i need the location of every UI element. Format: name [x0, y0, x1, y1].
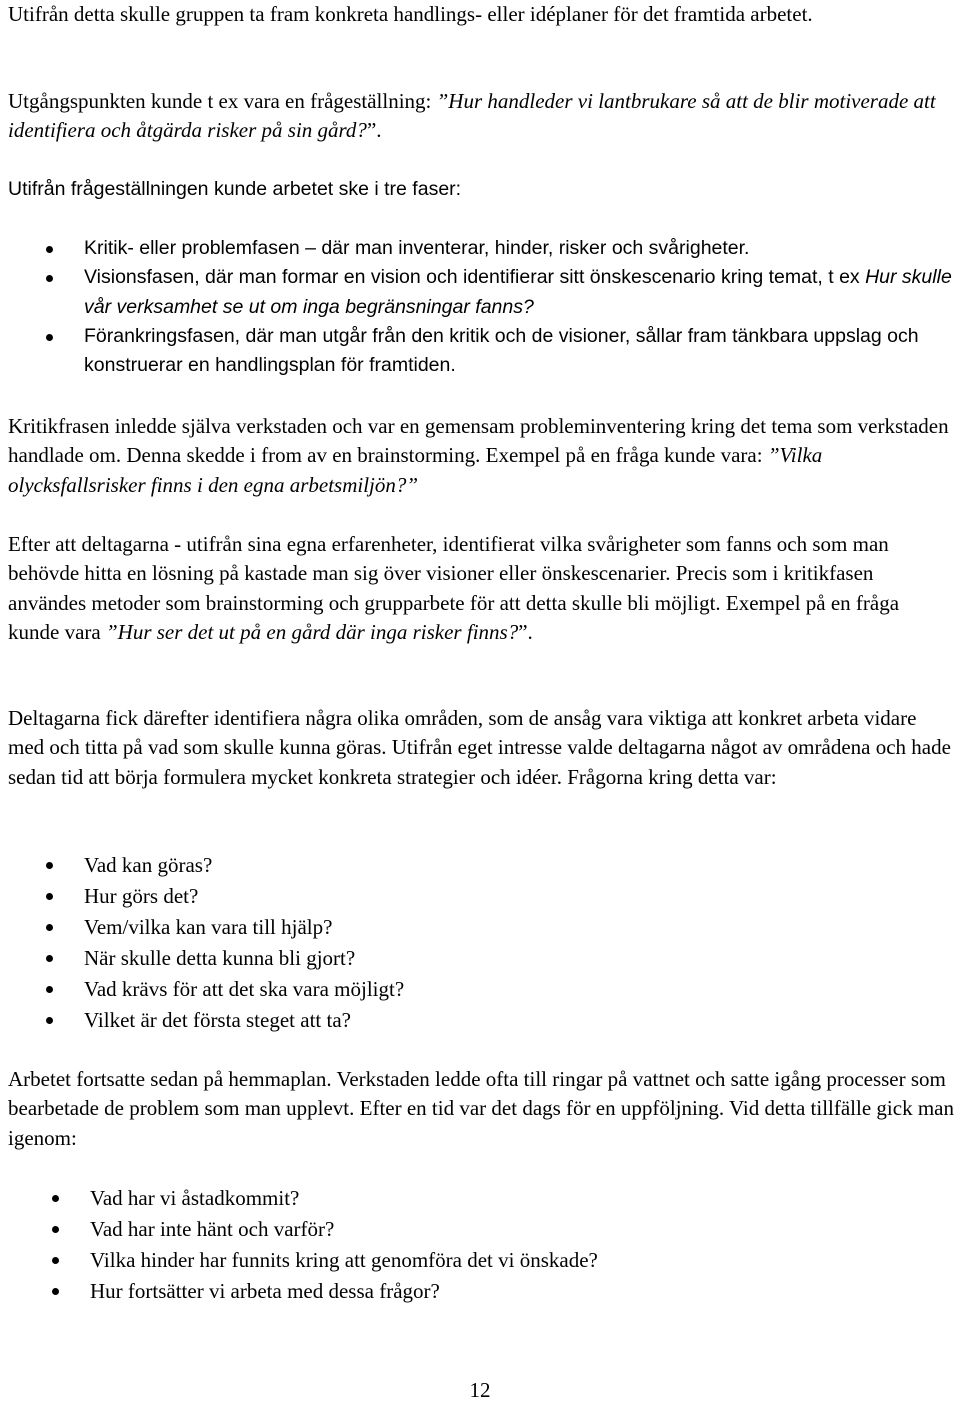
- questions-list: [46, 850, 946, 1036]
- bullet-icon: [52, 1226, 59, 1233]
- list-item: Vilket är det första steget att ta?: [46, 1005, 946, 1036]
- paragraph-areas: Deltagarna fick därefter identifiera några olika områden, som de ansåg vara viktiga att konkret arbeta vidare med och titta på vad som skulle kunna göras. Utifrån eget intresse valde deltagarna något av områdena och hade sedan tid att börja formulera mycket konkreta strategier och idéer. Frågorna kring detta var:: [8, 706, 951, 789]
- list-item: Vad krävs för att det ska vara möjligt?: [46, 974, 946, 1005]
- phase-item-anchoring: [46, 322, 954, 381]
- paragraph-intro: Utifrån detta skulle gruppen ta fram konkreta handlings- eller idéplaner för det framtida arbetet.: [8, 2, 813, 26]
- critique-text: Kritikfrasen inledde själva verkstaden och var en gemensam probleminventering kring det tema som verkstaden handlade om. Denna skedde i from av en brainstorming. Exempel på en fråga kunde vara:: [8, 414, 949, 468]
- list-item: När skulle detta kunna bli gjort?: [46, 943, 946, 974]
- starting-point-trail: ”.: [366, 118, 382, 143]
- paragraph-critique-phase: [8, 412, 954, 500]
- phase-text: Förankringsfasen, där man utgår från den kritik och de visioner, sållar fram tänkbara uppslag och konstruerar en handlingsplan för framtiden.: [84, 324, 919, 377]
- bullet-icon: [46, 334, 53, 341]
- followup-list: [52, 1183, 952, 1307]
- phases-list: [46, 234, 954, 380]
- bullet-icon: [46, 246, 53, 253]
- bullet-icon: [52, 1288, 59, 1295]
- bullet-icon: [46, 986, 53, 993]
- phase-item-vision: [46, 263, 954, 322]
- bullet-icon: [52, 1195, 59, 1202]
- bullet-icon: [46, 924, 53, 931]
- phase-item-critique: [46, 234, 954, 263]
- bullet-icon: [46, 893, 53, 900]
- vision-text: Efter att deltagarna - utifrån sina egna erfarenheter, identifierat vilka svårigheter som fanns och som man behövde hitta en lösning på kastade man sig över visioner eller önskescenarier. Precis som i kritikfasen användes metoder som brainstorming och grupparbete för att detta skulle bli möjligt. Exempel på en fråga kunde vara: [8, 532, 900, 644]
- list-item: Vad kan göras?: [46, 850, 946, 881]
- vision-trail: ”.: [518, 619, 533, 644]
- bullet-icon: [52, 1257, 59, 1264]
- list-item: Vad har vi åstadkommit?: [52, 1183, 952, 1214]
- list-item: Hur fortsätter vi arbeta med dessa frågor?: [52, 1276, 952, 1307]
- paragraph-phases-intro: Utifrån frågeställningen kunde arbetet ske i tre faser:: [8, 178, 462, 200]
- page-number: 12: [469, 1378, 491, 1402]
- vision-example-question: ”Hur ser det ut på en gård där inga risker finns?: [105, 619, 519, 644]
- paragraph-starting-point: [8, 87, 954, 146]
- paragraph-follow-up: Arbetet fortsatte sedan på hemmaplan. Verkstaden ledde ofta till ringar på vattnet och satte igång processer som bearbetade de problem som man upplevt. Efter en tid var det dags för en uppföljning. Vid detta tillfälle gick man igenom:: [8, 1067, 954, 1150]
- starting-point-lead: Utgångspunkten kunde t ex vara en frågeställning:: [8, 89, 437, 113]
- bullet-icon: [46, 275, 53, 282]
- list-item: Vad har inte hänt och varför?: [52, 1214, 952, 1245]
- bullet-icon: [46, 955, 53, 962]
- critique-example-question: ”Vilka olycksfallsrisker finns i den egna arbetsmiljön?”: [8, 443, 823, 497]
- phase-text: Visionsfasen, där man formar en vision och identifierar sitt önskescenario kring temat, t ex: [84, 266, 866, 289]
- list-item: Vem/vilka kan vara till hjälp?: [46, 912, 946, 943]
- starting-point-question: ”Hur handleder vi lantbrukare så att de blir motiverade att identifiera och åtgärda risker på sin gård?: [8, 89, 936, 143]
- paragraph-vision-phase: [8, 530, 954, 647]
- list-item: Hur görs det?: [46, 881, 946, 912]
- list-item: Vilka hinder har funnits kring att genomföra det vi önskade?: [52, 1245, 952, 1276]
- phase-text: Kritik- eller problemfasen – där man inventerar, hinder, risker och svårigheter.: [84, 237, 750, 259]
- bullet-icon: [46, 1017, 53, 1024]
- bullet-icon: [46, 862, 53, 869]
- phase-example-question: Hur skulle vår verksamhet se ut om inga begränsningar fanns?: [84, 266, 952, 318]
